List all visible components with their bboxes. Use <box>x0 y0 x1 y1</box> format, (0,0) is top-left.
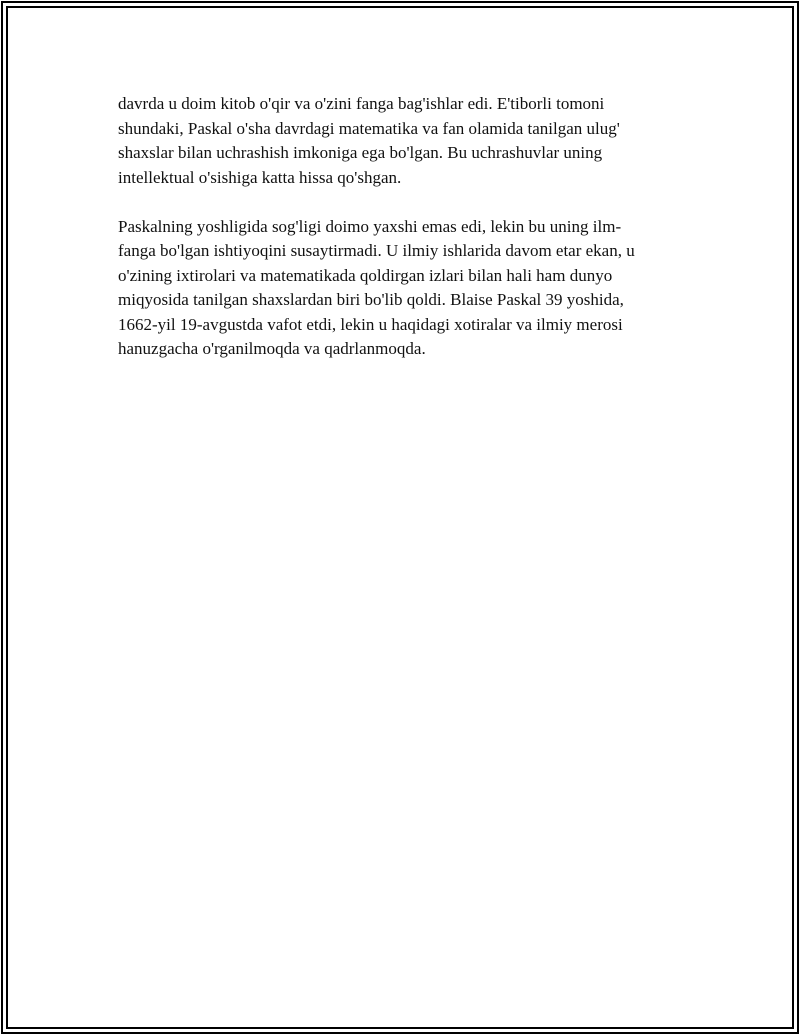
text-line: shundaki, Paskal o'sha davrdagi matematika va fan olamida tanilgan ulug' <box>118 118 620 138</box>
text-line: fanga bo'lgan ishtiyoqini susaytirmadi. U ilmiy ishlarida davom etar ekan, u <box>118 241 635 260</box>
document-body <box>118 92 698 386</box>
text-line: o'zining ixtirolari va matematikada qoldirgan izlari bilan hali ham dunyo <box>118 265 613 285</box>
text-line: hanuzgacha o'rganilmoqda va qadrlanmoqda. <box>118 339 426 358</box>
text-line: miqyosida tanilgan shaxslardan biri bo'lib qoldi. Blaise Paskal 39 yoshida, <box>118 290 624 309</box>
text-line: 1662-yil 19-avgustda vafot etdi, lekin u haqidagi xotiralar va ilmiy merosi <box>118 314 623 334</box>
paragraph <box>118 92 698 190</box>
text-line: davrda u doim kitob o'qir va o'zini fanga bag'ishlar edi. E'tiborli tomoni <box>118 94 605 113</box>
text-line: intellektual o'sishiga katta hissa qo'shgan. <box>118 167 402 187</box>
text-line: Paskalning yoshligida sog'ligi doimo yaxshi emas edi, lekin bu uning ilm- <box>118 216 622 236</box>
text-line: shaxslar bilan uchrashish imkoniga ega bo'lgan. Bu uchrashuvlar uning <box>118 143 603 162</box>
paragraph <box>118 215 698 362</box>
